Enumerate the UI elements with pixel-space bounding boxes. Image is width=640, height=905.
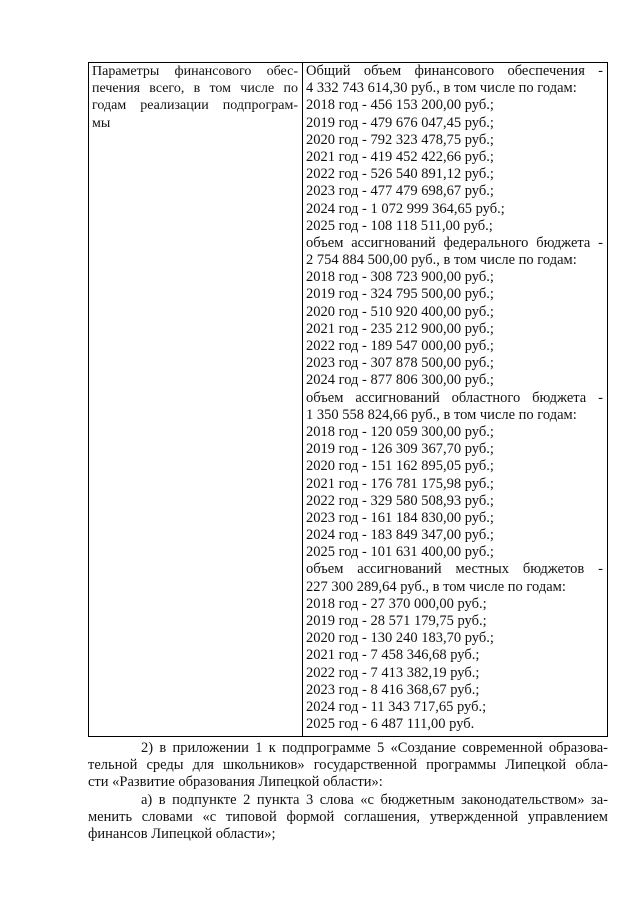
financing-table [88,62,608,737]
amendment-text [88,740,608,843]
year-amount-line: 2020 год - 510 920 400,00 руб.; [306,303,494,320]
year-amount-line: 2023 год - 8 416 368,67 руб.; [306,681,480,698]
amendment-paragraph-line: тельной среды для школьников» государственной программы Липецкой обла- [88,757,608,774]
parameter-line: годам реализации подпрограм- [92,98,298,114]
year-amount-line: 2018 год - 27 370 000,00 руб.; [306,595,487,612]
parameter-line: Параметры финансового обес- [92,64,298,79]
parameter-name-cell [92,63,298,132]
total-volume-line: Общий объем финансового обеспечения - [306,63,603,79]
total-volume-amount: 4 332 743 614,30 руб., в том числе по годам: [306,80,577,97]
year-amount-line: 2018 год - 456 153 200,00 руб.; [306,97,494,114]
regional-budget-line: объем ассигнований областного бюджета - [306,389,603,406]
year-amount-line: 2019 год - 324 795 500,00 руб.; [306,286,494,303]
year-amount-line: 2018 год - 308 723 900,00 руб.; [306,269,494,286]
year-amount-line: 2020 год - 130 240 183,70 руб.; [306,630,494,647]
amendment-paragraph-line: а) в подпункте 2 пункта 3 слова «с бюджетным законодательством» за- [141,791,608,808]
year-amount-line: 2024 год - 183 849 347,00 руб.; [306,527,494,544]
year-amount-line: 2022 год - 189 547 000,00 руб.; [306,338,494,354]
year-amount-line: 2021 год - 176 781 175,98 руб.; [306,475,494,492]
year-amount-line: 2021 год - 419 452 422,66 руб.; [306,148,494,165]
local-budget-line: объем ассигнований местных бюджетов - [306,561,603,578]
year-amount-line: 2023 год - 307 878 500,00 руб.; [306,355,494,372]
amendment-paragraph-line: 2) в приложении 1 к подпрограмме 5 «Создание современной образова- [141,740,608,756]
year-amount-line: 2018 год - 120 059 300,00 руб.; [306,423,494,440]
year-amount-line: 2024 год - 877 806 300,00 руб.; [306,372,494,389]
year-amount-line: 2025 год - 101 631 400,00 руб.; [306,544,494,561]
year-amount-line: 2020 год - 151 162 895,05 руб.; [306,458,494,475]
amendment-paragraph-line: финансов Липецкой области»; [88,825,276,842]
regional-budget-amount: 1 350 558 824,66 руб., в том числе по годам: [306,406,577,423]
financing-values-cell [306,63,603,733]
year-amount-line: 2019 год - 126 309 367,70 руб.; [306,441,494,458]
year-amount-line: 2021 год - 235 212 900,00 руб.; [306,320,494,337]
year-amount-line: 2022 год - 329 580 508,93 руб.; [306,492,494,509]
year-amount-line: 2024 год - 11 343 717,65 руб.; [306,698,487,715]
year-amount-line: 2020 год - 792 323 478,75 руб.; [306,131,494,148]
year-amount-line: 2023 год - 161 184 830,00 руб.; [306,509,494,526]
year-amount-line: 2025 год - 108 118 511,00 руб.; [306,217,493,234]
local-budget-amount: 227 300 289,64 руб., в том числе по годам: [306,578,566,595]
year-amount-line: 2021 год - 7 458 346,68 руб.; [306,647,480,664]
year-amount-line: 2024 год - 1 072 999 364,65 руб.; [306,200,505,217]
parameter-line: мы [92,115,111,131]
year-amount-line: 2022 год - 526 540 891,12 руб.; [306,166,494,183]
year-amount-line: 2025 год - 6 487 111,00 руб. [306,716,475,733]
year-amount-line: 2022 год - 7 413 382,19 руб.; [306,664,480,681]
year-amount-line: 2019 год - 28 571 179,75 руб.; [306,613,487,629]
column-divider [302,63,303,736]
federal-budget-line: объем ассигнований федерального бюджета - [306,234,603,251]
parameter-line: печения всего, в том числе по [92,81,298,97]
amendment-paragraph-line: сти «Развитие образования Липецкой области»: [88,774,383,791]
amendment-paragraph-line: менить словами «с типовой формой соглашения, утвержденной управлением [88,808,608,825]
year-amount-line: 2023 год - 477 479 698,67 руб.; [306,183,494,200]
federal-budget-amount: 2 754 884 500,00 руб., в том числе по годам: [306,252,577,269]
year-amount-line: 2019 год - 479 676 047,45 руб.; [306,114,494,131]
